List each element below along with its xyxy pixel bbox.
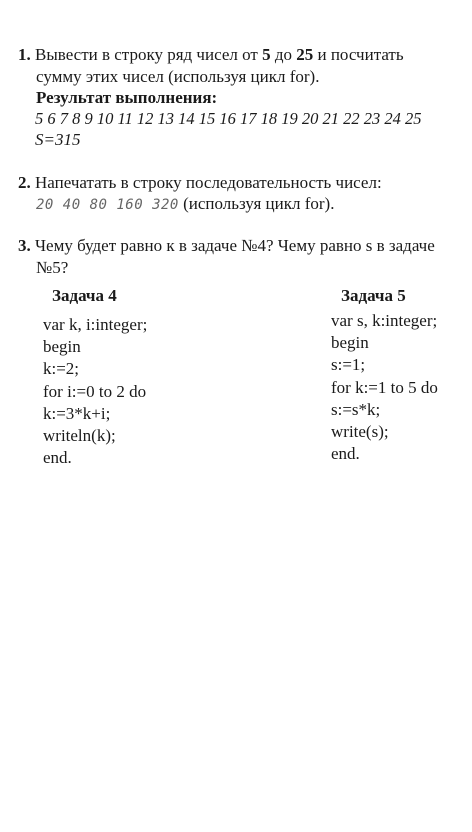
task1-number: 1. <box>18 45 31 64</box>
problem5-code-line: end. <box>331 444 360 464</box>
problem4-code-line: var k, i:integer; <box>43 315 148 334</box>
task2-sequence: 20 40 80 160 320 <box>36 197 179 213</box>
task2 <box>18 172 382 194</box>
problem5-code-line: var s, k:integer; <box>331 311 438 330</box>
task1-line2: сумму этих чисел (используя цикл for). <box>36 67 320 86</box>
task2-text: Напечатать в строку последовательность чисел: <box>35 173 382 192</box>
task1-text-c: до <box>270 45 297 64</box>
task1-to-value: 25 <box>296 45 314 64</box>
task1 <box>18 44 404 66</box>
task1-result-label: Результат выполнения: <box>36 88 218 107</box>
problem5-code <box>331 310 438 465</box>
task3-text: Чему будет равно к в задаче №4? Чему равно s в задаче <box>35 236 435 255</box>
problem5-code-line: s:=1; <box>331 355 366 375</box>
problem4-code <box>43 314 147 469</box>
problem4-code-line: k:=3*k+i; <box>43 403 111 423</box>
task3 <box>18 235 435 257</box>
problem4-code-line: writeln(k); <box>43 426 116 446</box>
problem4-code-line: end. <box>43 448 72 468</box>
problem5-code-line: for k:=1 to 5 do <box>331 377 438 397</box>
task1-result-sum: S=315 <box>35 130 81 149</box>
task2-suffix: (используя цикл for). <box>183 194 335 213</box>
task1-text-a: Вывести в строку ряд чисел от <box>35 45 263 64</box>
task3-number: 3. <box>18 236 31 255</box>
problem5-code-line: write(s); <box>331 422 389 442</box>
task3-line2: №5? <box>36 258 69 277</box>
problem5-code-line: begin <box>331 333 369 353</box>
problem4-code-line: for i:=0 to 2 do <box>43 381 147 401</box>
problem4-title: Задача 4 <box>52 286 117 305</box>
problem5-title: Задача 5 <box>341 286 406 305</box>
task2-line2 <box>36 193 334 216</box>
problem4-code-line: begin <box>43 337 81 357</box>
task1-result-sequence: 5 6 7 8 9 10 11 12 13 14 15 16 17 18 19 20 21 22 23 24 25 <box>35 109 422 128</box>
problem5-code-line: s:=s*k; <box>331 399 381 419</box>
task1-from-value: 5 <box>262 45 271 64</box>
problem4-code-line: k:=2; <box>43 359 80 379</box>
task2-number: 2. <box>18 173 31 192</box>
task1-text-e: и посчитать <box>313 45 404 64</box>
